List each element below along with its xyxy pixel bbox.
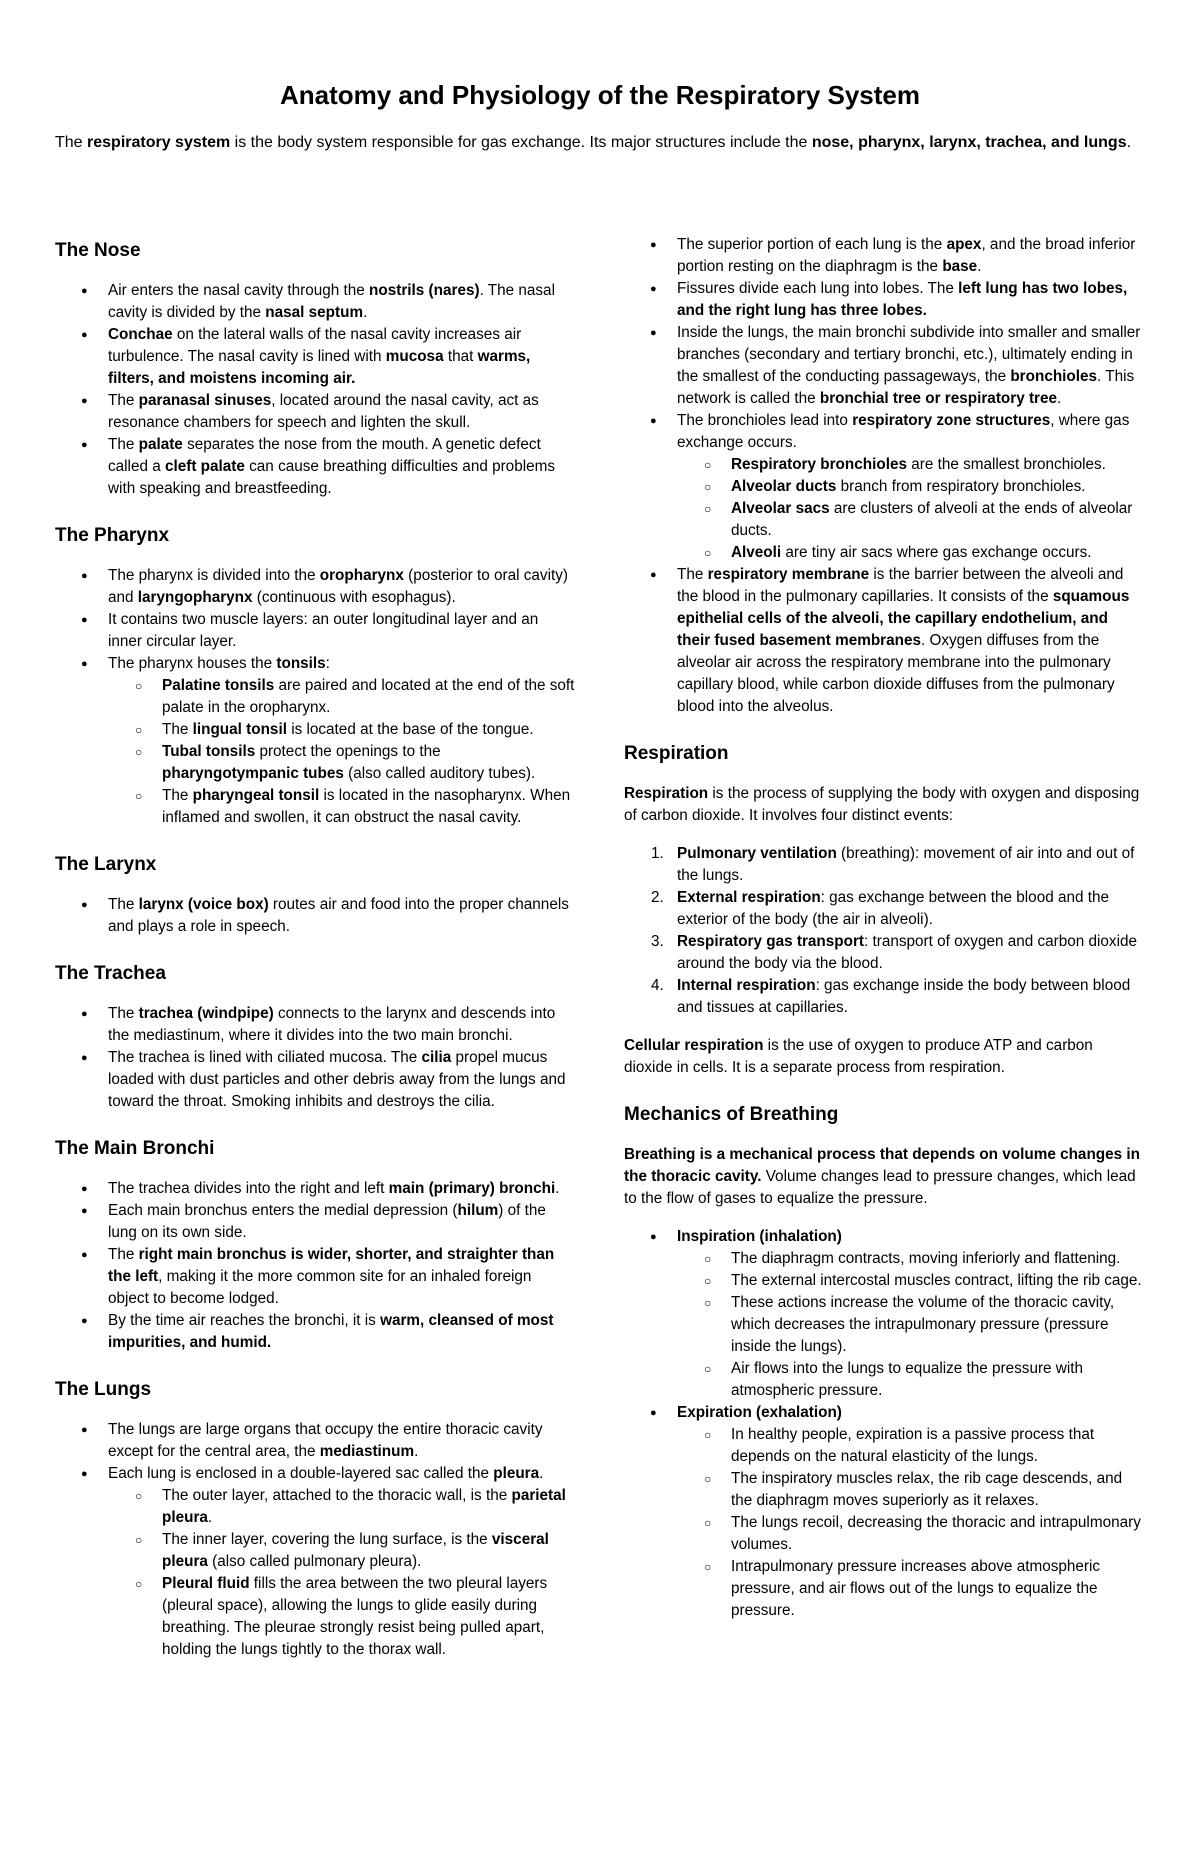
sub-list-item: ○ The outer layer, attached to the thoracic wall, is the parietal pleura.: [108, 1485, 575, 1529]
sub-list-item: ○ Alveolar ducts branch from respiratory bronchioles.: [677, 476, 1144, 498]
list-item: ● Each lung is enclosed in a double-layered sac called the pleura. ○ The outer layer, attached to the thoracic wall, is the parietal pleura. ○ The inner layer, covering the lung surface, is the visceral pleura (also called pulmonary pleura). ○ Pleural fluid fills the area between the two pleural layers (pleural space), allowing the lungs to glide easily during breathing. The pleurae strongly resist being pulled apart, holding the lungs tightly to the thorax wall.: [55, 1463, 575, 1661]
list-item: ● It contains two muscle layers: an outer longitudinal layer and an inner circular layer.: [55, 609, 575, 653]
list-item: ● Inspiration (inhalation) ○ The diaphragm contracts, moving inferiorly and flattening. ○ The external intercostal muscles contract, lifting the rib cage. ○ These actions increase the volume of the thoracic cavity, which decreases the intrapulmonary pressure (pressure inside the lungs). ○ Air flows into the lungs to equalize the pressure with atmospheric pressure.: [624, 1226, 1144, 1402]
sub-list-item: ○ The lungs recoil, decreasing the thoracic and intrapulmonary volumes.: [677, 1512, 1144, 1556]
section-heading-lungs: The Lungs: [55, 1379, 152, 1400]
sub-list-item: ○ Respiratory bronchioles are the smallest bronchioles.: [677, 454, 1144, 476]
mechanics-paragraph: Breathing is a mechanical process that depends on volume changes in the thoracic cavity. Volume changes lead to pressure changes, which lead to the flow of gases to equalize the pressure.: [624, 1146, 1140, 1207]
sub-list-item: ○ The diaphragm contracts, moving inferiorly and flattening.: [677, 1248, 1144, 1270]
sub-list-item: ○ The external intercostal muscles contract, lifting the rib cage.: [677, 1270, 1144, 1292]
bronchi-list: [55, 1178, 575, 1354]
list-item: ● The respiratory membrane is the barrier between the alveoli and the blood in the pulmonary capillaries. It consists of the squamous epithelial cells of the alveoli, the capillary endothelium, and their fused basement membranes. Oxygen diffuses from the alveolar air across the respiratory membrane into the pulmonary capillary blood, while carbon dioxide diffuses from the pulmonary blood into the alveolus.: [624, 564, 1144, 718]
respiratory-zone-sublist: [677, 454, 1144, 564]
sub-list-item: ○ In healthy people, expiration is a passive process that depends on the natural elasticity of the lungs.: [677, 1424, 1144, 1468]
pleura-sublist: [108, 1485, 575, 1661]
list-item: ● The right main bronchus is wider, shorter, and straighter than the left, making it the more common site for an inhaled foreign object to become lodged.: [55, 1244, 575, 1310]
list-item: ● The trachea divides into the right and left main (primary) bronchi.: [55, 1178, 575, 1200]
list-item: ● Expiration (exhalation) ○ In healthy people, expiration is a passive process that depends on the natural elasticity of the lungs. ○ The inspiratory muscles relax, the rib cage descends, and the diaphragm moves superiorly as it relaxes. ○ The lungs recoil, decreasing the thoracic and intrapulmonary volumes. ○ Intrapulmonary pressure increases above atmospheric pressure, and air flows out of the lungs to equalize the pressure.: [624, 1402, 1144, 1622]
section-heading-trachea: The Trachea: [55, 963, 166, 984]
list-item: ● The trachea (windpipe) connects to the larynx and descends into the mediastinum, where it divides into the two main bronchi.: [55, 1003, 575, 1047]
list-item: ● Fissures divide each lung into lobes. The left lung has two lobes, and the right lung has three lobes.: [624, 278, 1144, 322]
sub-list-item: ○ Air flows into the lungs to equalize the pressure with atmospheric pressure.: [677, 1358, 1144, 1402]
mechanics-list: [624, 1226, 1144, 1622]
sub-list-item: ○ The inspiratory muscles relax, the rib cage descends, and the diaphragm moves superiorly as it relaxes.: [677, 1468, 1144, 1512]
section-heading-nose: The Nose: [55, 240, 141, 261]
respiration-paragraph: Respiration is the process of supplying the body with oxygen and disposing of carbon dioxide. It involves four distinct events:: [624, 785, 1140, 824]
sub-list-item: ○ Tubal tonsils protect the openings to the pharyngotympanic tubes (also called auditory tubes).: [108, 741, 575, 785]
nose-list: [55, 280, 575, 500]
cellular-respiration-paragraph: Cellular respiration is the use of oxygen to produce ATP and carbon dioxide in cells. It is a separate process from respiration.: [624, 1037, 1093, 1076]
numbered-item: 2. External respiration: gas exchange between the blood and the exterior of the body (the air in alveoli).: [651, 889, 1109, 928]
list-item: ● Each main bronchus enters the medial depression (hilum) of the lung on its own side.: [55, 1200, 575, 1244]
section-heading-mechanics: Mechanics of Breathing: [624, 1104, 839, 1125]
section-heading-respiration: Respiration: [624, 743, 729, 764]
list-item: ● Inside the lungs, the main bronchi subdivide into smaller and smaller branches (secondary and tertiary bronchi, etc.), ultimately ending in the smallest of the conducting passageways, the bronchioles. This network is called the bronchial tree or respiratory tree.: [624, 322, 1144, 410]
trachea-list: [55, 1003, 575, 1113]
list-item: ● Air enters the nasal cavity through the nostrils (nares). The nasal cavity is divided by the nasal septum.: [55, 280, 575, 324]
list-item: ● The superior portion of each lung is the apex, and the broad inferior portion resting on the diaphragm is the base.: [624, 234, 1144, 278]
list-item: ● The bronchioles lead into respiratory zone structures, where gas exchange occurs. ○ Respiratory bronchioles are the smallest bronchioles. ○ Alveolar ducts branch from respiratory bronchioles. ○ Alveolar sacs are clusters of alveoli at the ends of alveolar ducts. ○ Alveoli are tiny air sacs where gas exchange occurs.: [624, 410, 1144, 564]
expiration-sublist: [677, 1424, 1144, 1622]
section-heading-larynx: The Larynx: [55, 854, 157, 875]
larynx-list: [55, 894, 575, 938]
list-item: ● The larynx (voice box) routes air and food into the proper channels and plays a role in speech.: [55, 894, 575, 938]
sub-list-item: ○ Alveoli are tiny air sacs where gas exchange occurs.: [677, 542, 1144, 564]
numbered-item: 4. Internal respiration: gas exchange inside the body between blood and tissues at capillaries.: [651, 977, 1131, 1016]
tonsils-sublist: [108, 675, 575, 829]
list-item: ● The pharynx is divided into the oropharynx (posterior to oral cavity) and laryngopharynx (continuous with esophagus).: [55, 565, 575, 609]
sub-list-item: ○ Palatine tonsils are paired and located at the end of the soft palate in the oropharynx.: [108, 675, 575, 719]
numbered-item: 3. Respiratory gas transport: transport of oxygen and carbon dioxide around the body via the blood.: [651, 933, 1137, 972]
list-item: ● The pharynx houses the tonsils: ○ Palatine tonsils are paired and located at the end of the soft palate in the oropharynx. ○ The lingual tonsil is located at the base of the tongue. ○ Tubal tonsils protect the openings to the pharyngotympanic tubes (also called auditory tubes). ○ The pharyngeal tonsil is located in the nasopharynx. When inflamed and swollen, it can obstruct the nasal cavity.: [55, 653, 575, 829]
sub-list-item: ○ The inner layer, covering the lung surface, is the visceral pleura (also called pulmonary pleura).: [108, 1529, 575, 1573]
section-heading-bronchi: The Main Bronchi: [55, 1138, 215, 1159]
right-column: [624, 234, 1144, 1622]
sub-list-item: ○ These actions increase the volume of the thoracic cavity, which decreases the intrapulmonary pressure (pressure inside the lungs).: [677, 1292, 1144, 1358]
inspiration-sublist: [677, 1248, 1144, 1402]
list-item: ● The palate separates the nose from the mouth. A genetic defect called a cleft palate can cause breathing difficulties and problems with speaking and breastfeeding.: [55, 434, 575, 500]
list-item: ● The lungs are large organs that occupy the entire thoracic cavity except for the central area, the mediastinum.: [55, 1419, 575, 1463]
respiration-steps-list: [624, 843, 1144, 1019]
left-column: [55, 234, 575, 1661]
page-title: Anatomy and Physiology of the Respiratory System: [279, 80, 921, 110]
lungs-list-continued: [624, 234, 1144, 718]
intro-paragraph: The respiratory system is the body system responsible for gas exchange. Its major structures include the nose, pharynx, larynx, trachea, and lungs.: [55, 134, 1132, 151]
lungs-list: [55, 1419, 575, 1661]
list-item: ● The paranasal sinuses, located around the nasal cavity, act as resonance chambers for speech and lighten the skull.: [55, 390, 575, 434]
sub-list-item: ○ Intrapulmonary pressure increases above atmospheric pressure, and air flows out of the lungs to equalize the pressure.: [677, 1556, 1144, 1622]
sub-list-item: ○ Alveolar sacs are clusters of alveoli at the ends of alveolar ducts.: [677, 498, 1144, 542]
pharynx-list: [55, 565, 575, 829]
sub-list-item: ○ Pleural fluid fills the area between the two pleural layers (pleural space), allowing the lungs to glide easily during breathing. The pleurae strongly resist being pulled apart, holding the lungs tightly to the thorax wall.: [108, 1573, 575, 1661]
sub-list-item: ○ The pharyngeal tonsil is located in the nasopharynx. When inflamed and swollen, it can obstruct the nasal cavity.: [108, 785, 575, 829]
list-item: ● Conchae on the lateral walls of the nasal cavity increases air turbulence. The nasal cavity is lined with mucosa that warms, filters, and moistens incoming air.: [55, 324, 575, 390]
list-item: ● By the time air reaches the bronchi, it is warm, cleansed of most impurities, and humid.: [55, 1310, 575, 1354]
list-item: ● The trachea is lined with ciliated mucosa. The cilia propel mucus loaded with dust particles and other debris away from the lungs and toward the throat. Smoking inhibits and destroys the cilia.: [55, 1047, 575, 1113]
numbered-item: 1. Pulmonary ventilation (breathing): movement of air into and out of the lungs.: [651, 845, 1135, 884]
section-heading-pharynx: The Pharynx: [55, 525, 170, 546]
sub-list-item: ○ The lingual tonsil is located at the base of the tongue.: [108, 719, 575, 741]
